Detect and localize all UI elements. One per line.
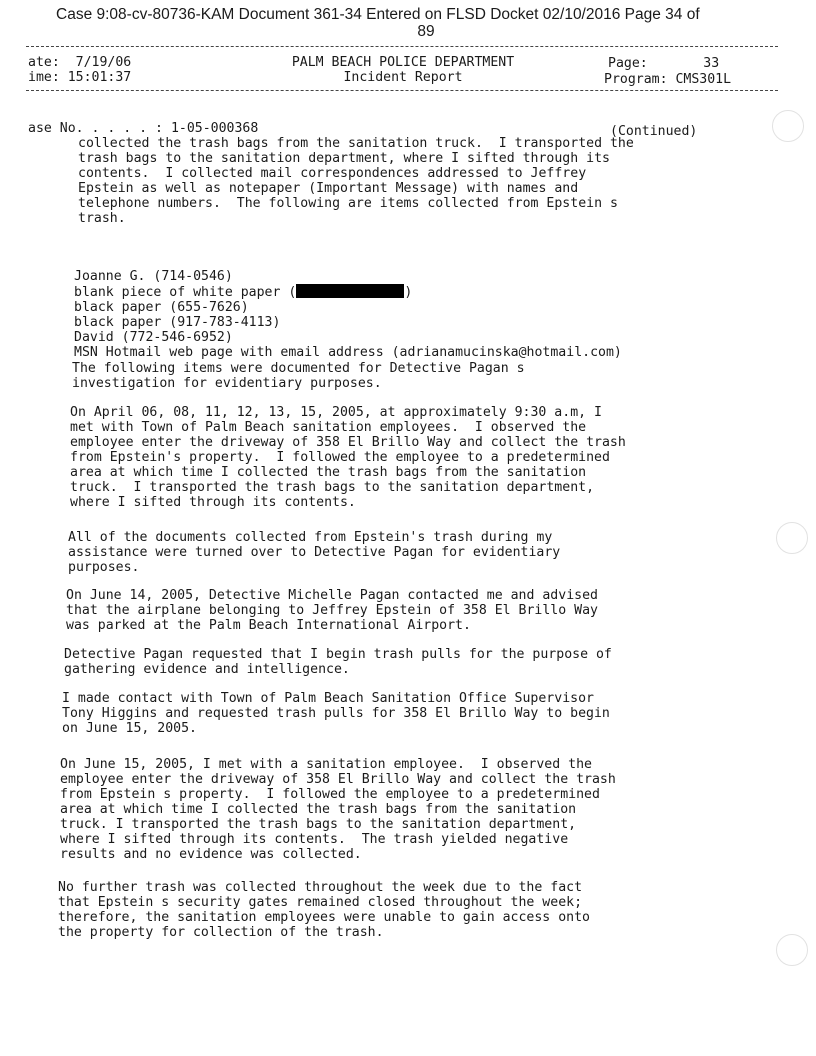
paragraph-june15: On June 15, 2005, I met with a sanitation employee. I observed the employee enter the driveway of 358 El Brillo Way and collect the trash from Epstein s property. I followed the employee to a predetermined area at which time I collected the trash bags from the sanitation truck. I transported the trash bags to the sanitation department, where I sifted through its contents. The trash yielded negative results and no evidence was collected. bbox=[60, 757, 616, 862]
list-item: black paper (655-7626) bbox=[74, 300, 249, 315]
punch-hole-mark bbox=[772, 110, 804, 142]
page-number: Page: 33 bbox=[608, 56, 720, 71]
paragraph-june14: On June 14, 2005, Detective Michelle Pagan contacted me and advised that the airplane belonging to Jeffrey Epstein of 358 El Brillo Way was parked at the Palm Beach International Airport. bbox=[66, 588, 598, 633]
report-date: ate: 7/19/06 bbox=[28, 55, 132, 70]
list-item: MSN Hotmail web page with email address (adrianamucinska@hotmail.com) bbox=[74, 345, 622, 360]
intro-line: trash. bbox=[78, 211, 126, 226]
intro-line: contents. I collected mail correspondences addressed to Jeffrey bbox=[78, 166, 587, 181]
paragraph-no-further-trash: No further trash was collected throughout the week due to the fact that Epstein s security gates remained closed throughout the week; therefore, the sanitation employees were unable to gain access onto the property for collection of the trash. bbox=[58, 880, 590, 940]
intro-line: telephone numbers. The following are items collected from Epstein s bbox=[78, 196, 618, 211]
intro-line: Epstein as well as notepaper (Important Message) with names and bbox=[78, 181, 579, 196]
intro-line: collected the trash bags from the sanitation truck. I transported the bbox=[78, 136, 634, 151]
report-type: Incident Report bbox=[343, 70, 463, 85]
list-item: blank piece of white paper ( ) bbox=[74, 285, 413, 300]
paragraph-trash-pull-request: Detective Pagan requested that I begin trash pulls for the purpose of gathering evidence and intelligence. bbox=[64, 647, 612, 677]
list-item: black paper (917-783-4113) bbox=[74, 315, 281, 330]
list-item: Joanne G. (714-0546) bbox=[74, 269, 233, 284]
paragraph-documented: The following items were documented for Detective Pagan s investigation for evidentiary purposes. bbox=[72, 361, 525, 391]
report-time: ime: 15:01:37 bbox=[28, 70, 132, 85]
redaction-box bbox=[296, 284, 404, 298]
paragraph-documents-turned-over: All of the documents collected from Epstein's trash during my assistance were turned over to Detective Pagan for evidentiary purposes. bbox=[68, 530, 561, 575]
punch-hole-mark bbox=[776, 522, 808, 554]
paragraph-supervisor-contact: I made contact with Town of Palm Beach Sanitation Office Supervisor Tony Higgins and requested trash pulls for 358 El Brillo Way to begin on June 15, 2005. bbox=[62, 691, 610, 736]
list-item: David (772-546-6952) bbox=[74, 330, 233, 345]
collected-items-list bbox=[74, 254, 622, 360]
intro-paragraph bbox=[78, 136, 634, 226]
paragraph-april-pulls: On April 06, 08, 11, 12, 13, 15, 2005, at approximately 9:30 a.m, I met with Town of Palm Beach sanitation employees. I observed the employee enter the driveway of 358 El Brillo Way and collect the trash from Epstein's property. I followed the employee to a predetermined area at which time I collected the trash bags from the sanitation truck. I transported the trash bags to the sanitation department, where I sifted through its contents. bbox=[70, 405, 626, 510]
court-filing-header bbox=[56, 6, 796, 40]
court-header-line2: 89 bbox=[417, 23, 435, 40]
intro-line: trash bags to the sanitation department, where I sifted through its bbox=[78, 151, 610, 166]
header-rule-top bbox=[26, 46, 778, 47]
court-header-line1: Case 9:08-cv-80736-KAM Document 361-34 Entered on FLSD Docket 02/10/2016 Page 34 of bbox=[56, 6, 700, 23]
department-name: PALM BEACH POLICE DEPARTMENT bbox=[291, 55, 515, 70]
continued-label: (Continued) bbox=[610, 124, 698, 139]
program-id: Program: CMS301L bbox=[604, 72, 732, 87]
punch-hole-mark bbox=[776, 934, 808, 966]
header-rule-bottom bbox=[26, 90, 778, 91]
case-number-line: ase No. . . . . : 1-05-000368 bbox=[28, 121, 259, 136]
